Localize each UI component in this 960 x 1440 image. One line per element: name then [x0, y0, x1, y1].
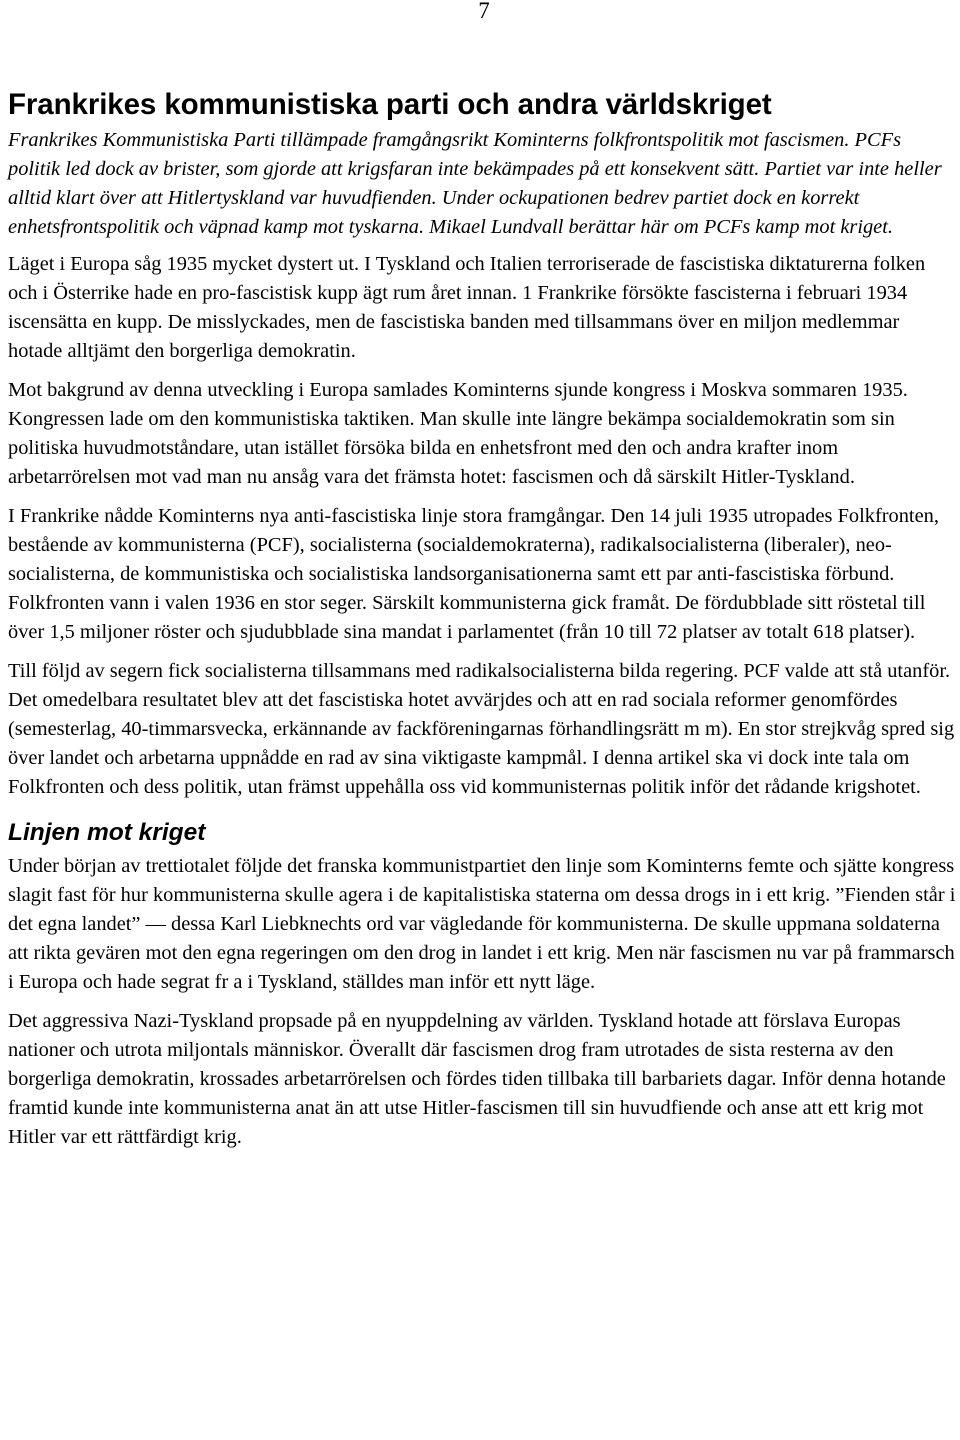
paragraph-1: Läget i Europa såg 1935 mycket dystert ut. I Tyskland och Italien terroriserade de fascistiska diktaturerna folken och i Österrike hade en pro-fascistisk kupp ägt rum året innan. 1 Frankrike försökte fascisterna i februari 1934 iscensätta en kupp. De misslyckades, men de fascistiska banden med tillsammans över en miljon medlemmar hotade alltjämt den borgerliga demokratin.: [8, 253, 926, 362]
section-paragraph-1: Under början av trettiotalet följde det franska kommunistpartiet den linje som Kominterns femte och sjätte kongress slagit fast för hur kommunisterna skulle agera i de kapitalistiska staterna om dessa drogs in i ett krig. ”Fienden står i det egna landet” — dessa Karl Liebknechts ord var vägledande för kommunisterna. De skulle uppmana soldaterna att rikta gevären mot den egna regeringen om den drog in landet i ett krig. Men när fascismen nu var på frammarsch i Europa och hade segrat fr a i Tyskland, ställdes man inför ett nytt läge.: [8, 855, 956, 993]
section-paragraph-2: Det aggressiva Nazi-Tyskland propsade på en nyuppdelning av världen. Tyskland hotade att förslava Europas nationer och utrota miljontals människor. Överallt där fascismen drog fram utrotades de sista resterna av den borgerliga demokratin, krossades arbetarrörelsen och fördes tiden tillbaka till barbariets dagar. Inför denna hotande framtid kunde inte kommunisterna anat än att utse Hitler-fascismen till sin huvudfiende och anse att ett krig mot Hitler var ett rättfärdigt krig.: [8, 1010, 946, 1148]
article-title: Frankrikes kommunistiska parti och andra världskriget: [8, 88, 772, 121]
section-heading: Linjen mot kriget: [8, 819, 206, 846]
article-ingress: Frankrikes Kommunistiska Parti tillämpade framgångsrikt Kominterns folkfrontspolitik mot fascismen. PCFs politik led dock av brister, som gjorde att krigsfaran inte bekämpades på ett konsekvent sätt. Partiet var inte heller alltid klart över att Hitlertyskland var huvudfienden. Under ockupationen bedrev partiet dock en korrekt enhetsfrontspolitik och väpnad kamp mot tyskarna. Mikael Lundvall berättar här om PCFs kamp mot kriget.: [8, 129, 942, 238]
article: [8, 86, 956, 1162]
page-number: 7: [478, 0, 490, 23]
paragraph-2: Mot bakgrund av denna utveckling i Europa samlades Kominterns sjunde kongress i Moskva sommaren 1935. Kongressen lade om den kommunistiska taktiken. Man skulle inte längre bekämpa socialdemokratin som sin politiska huvudmotståndare, utan istället försöka bilda en enhetsfront med den och andra krafter inom arbetarrörelsen mot vad man nu ansåg vara det främsta hotet: fascismen och då särskilt Hitler-Tyskland.: [8, 379, 908, 488]
paragraph-3: I Frankrike nådde Kominterns nya anti-fascistiska linje stora framgångar. Den 14 juli 1935 utropades Folkfronten, bestående av kommunisterna (PCF), socialisterna (socialdemokraterna), radikalsocialisterna (liberaler), neo-socialisterna, de kommunistiska och socialistiska landsorganisationerna samt ett par anti-fascistiska förbund. Folkfronten vann i valen 1936 en stor seger. Särskilt kommunisterna gick framåt. De fördubblade sitt röstetal till över 1,5 miljoner röster och sjudubblade sina mandat i parlamentet (från 10 till 72 platser av totalt 618 platser).: [8, 505, 939, 643]
paragraph-4: Till följd av segern fick socialisterna tillsammans med radikalsocialisterna bilda regering. PCF valde att stå utanför. Det omedelbara resultatet blev att det fascistiska hotet avvärjdes och att en rad sociala reformer genomfördes (semesterlag, 40-timmarsvecka, erkännande av fackföreningarnas förhandlingsrätt m m). En stor strejkvåg spred sig över landet och arbetarna uppnådde en rad av sina viktigaste kampmål. I denna artikel ska vi dock inte tala om Folkfronten och dess politik, utan främst uppehålla oss vid kommunisternas politik inför det rådande krigshotet.: [8, 660, 955, 798]
